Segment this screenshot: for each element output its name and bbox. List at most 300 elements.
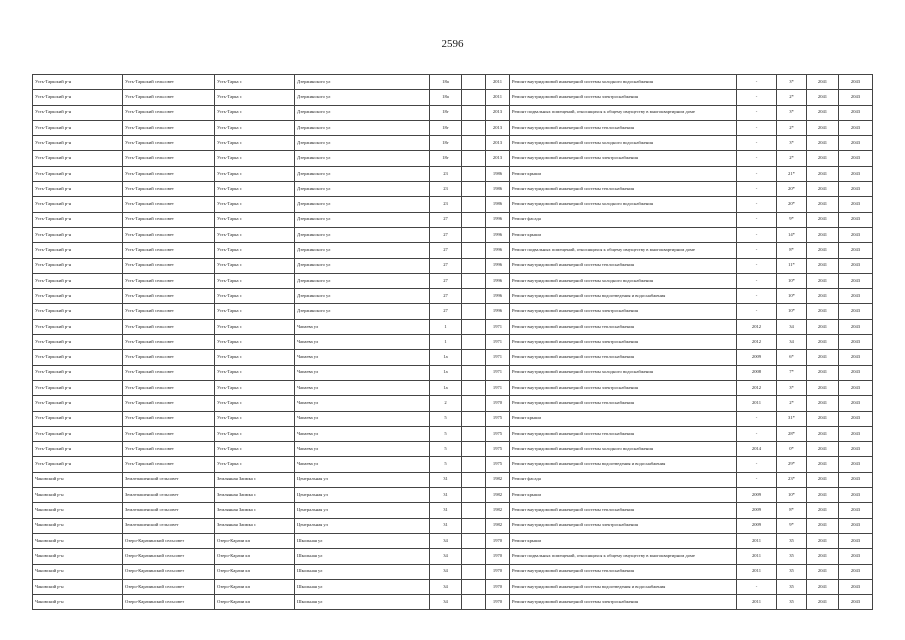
cell-wear: 35 (777, 579, 807, 594)
cell-house: 31 (430, 503, 462, 518)
cell-settlement: Землянная Заимка с (215, 488, 295, 503)
cell-settlement: Усть-Тарка с (215, 319, 295, 334)
cell-house: 18г (430, 105, 462, 120)
cell-last-repair-year: 2012 (737, 380, 777, 395)
cell-settlement: Усть-Тарка с (215, 258, 295, 273)
cell-wear: 14* (777, 227, 807, 242)
cell-settlement: Усть-Тарка с (215, 396, 295, 411)
cell-year-built: 1971 (486, 365, 510, 380)
cell-municipality: Усть-Таркский сельсовет (123, 365, 215, 380)
cell-municipality: Усть-Таркский сельсовет (123, 411, 215, 426)
cell-municipality: Усть-Таркский сельсовет (123, 212, 215, 227)
cell-street: Чапаева ул (295, 426, 430, 441)
cell-year-built: 2013 (486, 136, 510, 151)
cell-building (462, 166, 486, 181)
cell-work-type: Ремонт внутридомовой инженерной системы холодного водоснабжения (510, 273, 737, 288)
cell-last-repair-year: 2011 (737, 396, 777, 411)
cell-building (462, 579, 486, 594)
cell-municipality: Озеро-Карачинский сельсовет (123, 595, 215, 610)
cell-plan-end: 2043 (839, 151, 873, 166)
cell-plan-end: 2043 (839, 457, 873, 472)
cell-plan-start: 2041 (807, 426, 839, 441)
cell-work-type: Ремонт внутридомовой инженерной системы холодного водоснабжения (510, 136, 737, 151)
cell-wear: 34 (777, 319, 807, 334)
cell-building (462, 304, 486, 319)
cell-wear: 2* (777, 120, 807, 135)
cell-district: Усть-Таркский р-н (33, 197, 123, 212)
cell-work-type: Ремонт внутридомовой инженерной системы водоотведения и водоснабжения (510, 457, 737, 472)
cell-plan-start: 2041 (807, 136, 839, 151)
cell-plan-end: 2043 (839, 411, 873, 426)
cell-wear: 21* (777, 166, 807, 181)
cell-building (462, 151, 486, 166)
cell-municipality: Усть-Таркский сельсовет (123, 350, 215, 365)
cell-plan-start: 2041 (807, 273, 839, 288)
cell-district: Усть-Таркский р-н (33, 350, 123, 365)
cell-street: Центральная ул (295, 488, 430, 503)
cell-plan-start: 2041 (807, 258, 839, 273)
cell-plan-start: 2041 (807, 197, 839, 212)
cell-house: 27 (430, 273, 462, 288)
cell-plan-start: 2041 (807, 472, 839, 487)
cell-year-built: 1975 (486, 457, 510, 472)
cell-district: Чановский р-н (33, 579, 123, 594)
table-row (33, 503, 873, 518)
cell-plan-end: 2043 (839, 564, 873, 579)
cell-house: 1а (430, 350, 462, 365)
cell-plan-start: 2041 (807, 564, 839, 579)
cell-street: Чапаева ул (295, 350, 430, 365)
cell-last-repair-year: - (737, 258, 777, 273)
cell-plan-end: 2043 (839, 442, 873, 457)
table-row (33, 335, 873, 350)
cell-house: 18г (430, 136, 462, 151)
cell-last-repair-year: - (737, 151, 777, 166)
cell-plan-end: 2043 (839, 304, 873, 319)
cell-work-type: Ремонт подвальных помещений, относящихся к общему имуществу в многоквартирном доме (510, 243, 737, 258)
cell-plan-end: 2043 (839, 197, 873, 212)
cell-building (462, 564, 486, 579)
cell-plan-end: 2043 (839, 549, 873, 564)
cell-wear: 2* (777, 151, 807, 166)
cell-settlement: Усть-Тарка с (215, 243, 295, 258)
cell-district: Усть-Таркский р-н (33, 396, 123, 411)
cell-wear: 34 (777, 335, 807, 350)
cell-settlement: Землянная Заимка с (215, 503, 295, 518)
cell-plan-start: 2041 (807, 350, 839, 365)
cell-municipality: Усть-Таркский сельсовет (123, 442, 215, 457)
cell-work-type: Ремонт внутридомовой инженерной системы холодного водоснабжения (510, 365, 737, 380)
table-row (33, 273, 873, 288)
cell-building (462, 442, 486, 457)
table-row (33, 182, 873, 197)
table-row (33, 258, 873, 273)
table-row (33, 488, 873, 503)
cell-district: Чановский р-н (33, 595, 123, 610)
cell-building (462, 197, 486, 212)
cell-house: 23 (430, 182, 462, 197)
cell-wear: 3* (777, 75, 807, 90)
cell-street: Дзержинского ул (295, 197, 430, 212)
cell-plan-start: 2041 (807, 319, 839, 334)
cell-year-built: 1996 (486, 258, 510, 273)
table-row (33, 227, 873, 242)
cell-municipality: Усть-Таркский сельсовет (123, 457, 215, 472)
cell-building (462, 595, 486, 610)
cell-wear: 6* (777, 350, 807, 365)
cell-plan-end: 2043 (839, 319, 873, 334)
cell-building (462, 319, 486, 334)
cell-building (462, 472, 486, 487)
cell-plan-start: 2041 (807, 396, 839, 411)
cell-plan-end: 2043 (839, 166, 873, 181)
cell-settlement: Усть-Тарка с (215, 365, 295, 380)
cell-last-repair-year: 2012 (737, 319, 777, 334)
cell-building (462, 549, 486, 564)
cell-house: 1а (430, 365, 462, 380)
cell-settlement: Усть-Тарка с (215, 197, 295, 212)
cell-plan-end: 2043 (839, 75, 873, 90)
cell-municipality: Усть-Таркский сельсовет (123, 243, 215, 258)
cell-house: 1а (430, 380, 462, 395)
cell-wear: 23* (777, 472, 807, 487)
table-row (33, 136, 873, 151)
cell-last-repair-year: - (737, 75, 777, 90)
cell-settlement: Усть-Тарка с (215, 335, 295, 350)
cell-street: Чапаева ул (295, 396, 430, 411)
cell-work-type: Ремонт внутридомовой инженерной системы холодного водоснабжения (510, 75, 737, 90)
cell-work-type: Ремонт внутридомовой инженерной системы водоотведения и водоснабжения (510, 289, 737, 304)
cell-plan-end: 2043 (839, 472, 873, 487)
cell-municipality: Землепашенский сельсовет (123, 503, 215, 518)
cell-year-built: 1975 (486, 426, 510, 441)
cell-year-built: 1982 (486, 503, 510, 518)
cell-municipality: Усть-Таркский сельсовет (123, 380, 215, 395)
cell-plan-end: 2043 (839, 595, 873, 610)
cell-district: Усть-Таркский р-н (33, 304, 123, 319)
cell-last-repair-year: 2009 (737, 350, 777, 365)
cell-building (462, 90, 486, 105)
cell-building (462, 426, 486, 441)
cell-street: Дзержинского ул (295, 289, 430, 304)
cell-street: Школьная ул (295, 533, 430, 548)
cell-year-built: 2011 (486, 75, 510, 90)
cell-settlement: Усть-Тарка с (215, 380, 295, 395)
cell-municipality: Усть-Таркский сельсовет (123, 227, 215, 242)
cell-building (462, 212, 486, 227)
cell-street: Центральная ул (295, 503, 430, 518)
cell-street: Дзержинского ул (295, 258, 430, 273)
cell-year-built: 1970 (486, 533, 510, 548)
cell-settlement: Усть-Тарка с (215, 136, 295, 151)
cell-municipality: Усть-Таркский сельсовет (123, 105, 215, 120)
cell-house: 5 (430, 426, 462, 441)
cell-municipality: Усть-Таркский сельсовет (123, 151, 215, 166)
cell-last-repair-year: - (737, 90, 777, 105)
cell-wear: 8* (777, 243, 807, 258)
cell-wear: 0* (777, 442, 807, 457)
cell-plan-end: 2043 (839, 396, 873, 411)
table-row (33, 166, 873, 181)
cell-district: Чановский р-н (33, 472, 123, 487)
cell-street: Школьная ул (295, 595, 430, 610)
cell-plan-start: 2041 (807, 289, 839, 304)
cell-street: Школьная ул (295, 549, 430, 564)
table-row (33, 365, 873, 380)
cell-plan-end: 2043 (839, 273, 873, 288)
cell-plan-start: 2041 (807, 166, 839, 181)
cell-municipality: Усть-Таркский сельсовет (123, 319, 215, 334)
cell-street: Дзержинского ул (295, 227, 430, 242)
cell-building (462, 258, 486, 273)
cell-wear: 10* (777, 289, 807, 304)
cell-plan-end: 2043 (839, 90, 873, 105)
cell-building (462, 457, 486, 472)
cell-house: 27 (430, 212, 462, 227)
cell-district: Усть-Таркский р-н (33, 426, 123, 441)
cell-plan-end: 2043 (839, 488, 873, 503)
cell-last-repair-year: - (737, 411, 777, 426)
cell-settlement: Усть-Тарка с (215, 166, 295, 181)
cell-work-type: Ремонт внутридомовой инженерной системы теплоснабжения (510, 396, 737, 411)
cell-municipality: Усть-Таркский сельсовет (123, 120, 215, 135)
cell-work-type: Ремонт внутридомовой инженерной системы теплоснабжения (510, 258, 737, 273)
cell-plan-start: 2041 (807, 533, 839, 548)
cell-house: 27 (430, 289, 462, 304)
cell-year-built: 1970 (486, 564, 510, 579)
cell-last-repair-year: 2012 (737, 335, 777, 350)
cell-last-repair-year: - (737, 457, 777, 472)
cell-district: Усть-Таркский р-н (33, 90, 123, 105)
table-body (33, 75, 873, 610)
cell-work-type: Ремонт внутридомовой инженерной системы теплоснабжения (510, 350, 737, 365)
cell-work-type: Ремонт крыши (510, 411, 737, 426)
cell-district: Усть-Таркский р-н (33, 258, 123, 273)
cell-work-type: Ремонт внутридомовой инженерной системы водоотведения и водоснабжения (510, 579, 737, 594)
cell-street: Дзержинского ул (295, 105, 430, 120)
cell-municipality: Землепашенский сельсовет (123, 472, 215, 487)
cell-street: Дзержинского ул (295, 166, 430, 181)
cell-wear: 35 (777, 549, 807, 564)
cell-municipality: Усть-Таркский сельсовет (123, 335, 215, 350)
cell-settlement: Усть-Тарка с (215, 457, 295, 472)
cell-plan-end: 2043 (839, 579, 873, 594)
table-row (33, 105, 873, 120)
cell-district: Усть-Таркский р-н (33, 380, 123, 395)
cell-work-type: Ремонт крыши (510, 533, 737, 548)
cell-house: 27 (430, 258, 462, 273)
cell-municipality: Усть-Таркский сельсовет (123, 182, 215, 197)
cell-street: Дзержинского ул (295, 75, 430, 90)
cell-wear: 10* (777, 273, 807, 288)
cell-building (462, 105, 486, 120)
cell-last-repair-year: - (737, 273, 777, 288)
cell-street: Дзержинского ул (295, 136, 430, 151)
cell-house: 5 (430, 457, 462, 472)
cell-work-type: Ремонт внутридомовой инженерной системы теплоснабжения (510, 503, 737, 518)
cell-district: Чановский р-н (33, 549, 123, 564)
cell-last-repair-year: - (737, 197, 777, 212)
cell-year-built: 1971 (486, 350, 510, 365)
cell-municipality: Озеро-Карачинский сельсовет (123, 564, 215, 579)
cell-street: Дзержинского ул (295, 90, 430, 105)
table-row (33, 90, 873, 105)
table-row (33, 426, 873, 441)
cell-house: 31 (430, 472, 462, 487)
cell-plan-start: 2041 (807, 579, 839, 594)
cell-last-repair-year: - (737, 243, 777, 258)
cell-plan-start: 2041 (807, 212, 839, 227)
cell-house: 34 (430, 533, 462, 548)
table-row (33, 212, 873, 227)
cell-house: 18г (430, 151, 462, 166)
table-row (33, 289, 873, 304)
cell-plan-start: 2041 (807, 365, 839, 380)
table-row (33, 442, 873, 457)
cell-wear: 2* (777, 396, 807, 411)
cell-work-type: Ремонт подвальных помещений, относящихся к общему имуществу в многоквартирном доме (510, 105, 737, 120)
cell-settlement: Усть-Тарка с (215, 151, 295, 166)
cell-street: Центральная ул (295, 518, 430, 533)
cell-plan-end: 2043 (839, 365, 873, 380)
cell-street: Чапаева ул (295, 335, 430, 350)
cell-year-built: 1971 (486, 380, 510, 395)
cell-plan-end: 2043 (839, 258, 873, 273)
cell-house: 34 (430, 564, 462, 579)
cell-settlement: Озеро-Карачи кп (215, 564, 295, 579)
cell-municipality: Усть-Таркский сельсовет (123, 75, 215, 90)
cell-plan-end: 2043 (839, 120, 873, 135)
cell-house: 27 (430, 304, 462, 319)
cell-last-repair-year: 2014 (737, 442, 777, 457)
table-row (33, 319, 873, 334)
cell-work-type: Ремонт внутридомовой инженерной системы теплоснабжения (510, 120, 737, 135)
cell-wear: 35 (777, 533, 807, 548)
cell-house: 5 (430, 411, 462, 426)
cell-district: Усть-Таркский р-н (33, 365, 123, 380)
cell-district: Усть-Таркский р-н (33, 442, 123, 457)
cell-house: 5 (430, 442, 462, 457)
cell-plan-end: 2043 (839, 518, 873, 533)
cell-settlement: Землянная Заимка с (215, 472, 295, 487)
cell-plan-start: 2041 (807, 488, 839, 503)
table-row (33, 120, 873, 135)
cell-municipality: Озеро-Карачинский сельсовет (123, 549, 215, 564)
cell-plan-end: 2043 (839, 227, 873, 242)
cell-wear: 31* (777, 411, 807, 426)
cell-wear: 8* (777, 503, 807, 518)
capital-repair-table (32, 74, 873, 610)
cell-district: Усть-Таркский р-н (33, 151, 123, 166)
cell-last-repair-year: 2011 (737, 533, 777, 548)
cell-settlement: Озеро-Карачи кп (215, 579, 295, 594)
cell-wear: 3* (777, 105, 807, 120)
cell-wear: 10* (777, 488, 807, 503)
cell-plan-end: 2043 (839, 503, 873, 518)
cell-house: 31 (430, 488, 462, 503)
table-row (33, 350, 873, 365)
cell-work-type: Ремонт внутридомовой инженерной системы теплоснабжения (510, 182, 737, 197)
cell-building (462, 227, 486, 242)
cell-plan-start: 2041 (807, 151, 839, 166)
cell-street: Чапаева ул (295, 411, 430, 426)
cell-work-type: Ремонт фасада (510, 472, 737, 487)
cell-wear: 20* (777, 197, 807, 212)
table-row (33, 518, 873, 533)
cell-municipality: Озеро-Карачинский сельсовет (123, 533, 215, 548)
cell-street: Дзержинского ул (295, 212, 430, 227)
cell-building (462, 335, 486, 350)
cell-building (462, 136, 486, 151)
cell-plan-start: 2041 (807, 411, 839, 426)
cell-municipality: Усть-Таркский сельсовет (123, 304, 215, 319)
cell-settlement: Усть-Тарка с (215, 227, 295, 242)
cell-year-built: 1971 (486, 319, 510, 334)
cell-house: 34 (430, 579, 462, 594)
cell-municipality: Усть-Таркский сельсовет (123, 90, 215, 105)
cell-settlement: Усть-Тарка с (215, 304, 295, 319)
cell-building (462, 120, 486, 135)
cell-building (462, 396, 486, 411)
cell-wear: 3* (777, 136, 807, 151)
cell-building (462, 182, 486, 197)
cell-district: Усть-Таркский р-н (33, 457, 123, 472)
cell-plan-start: 2041 (807, 120, 839, 135)
table-row (33, 75, 873, 90)
cell-work-type: Ремонт внутридомовой инженерной системы электроснабжения (510, 380, 737, 395)
cell-municipality: Усть-Таркский сельсовет (123, 258, 215, 273)
cell-settlement: Усть-Тарка с (215, 426, 295, 441)
cell-plan-start: 2041 (807, 595, 839, 610)
cell-year-built: 1996 (486, 304, 510, 319)
cell-municipality: Усть-Таркский сельсовет (123, 136, 215, 151)
cell-street: Дзержинского ул (295, 151, 430, 166)
cell-district: Усть-Таркский р-н (33, 335, 123, 350)
cell-building (462, 289, 486, 304)
cell-year-built: 1982 (486, 472, 510, 487)
cell-settlement: Землянная Заимка с (215, 518, 295, 533)
cell-plan-start: 2041 (807, 105, 839, 120)
cell-work-type: Ремонт внутридомовой инженерной системы теплоснабжения (510, 319, 737, 334)
cell-house: 1 (430, 335, 462, 350)
page-number: 2596 (441, 38, 464, 50)
cell-district: Усть-Таркский р-н (33, 182, 123, 197)
table-row (33, 533, 873, 548)
cell-last-repair-year: - (737, 105, 777, 120)
cell-street: Чапаева ул (295, 457, 430, 472)
cell-settlement: Усть-Тарка с (215, 182, 295, 197)
cell-settlement: Озеро-Карачи кп (215, 533, 295, 548)
cell-work-type: Ремонт крыши (510, 488, 737, 503)
cell-plan-start: 2041 (807, 243, 839, 258)
cell-district: Усть-Таркский р-н (33, 105, 123, 120)
cell-work-type: Ремонт внутридомовой инженерной системы электроснабжения (510, 518, 737, 533)
cell-house: 18г (430, 120, 462, 135)
cell-last-repair-year: - (737, 289, 777, 304)
cell-building (462, 518, 486, 533)
cell-district: Усть-Таркский р-н (33, 166, 123, 181)
cell-municipality: Усть-Таркский сельсовет (123, 166, 215, 181)
cell-last-repair-year: 2009 (737, 518, 777, 533)
cell-house: 34 (430, 595, 462, 610)
cell-municipality: Усть-Таркский сельсовет (123, 289, 215, 304)
cell-municipality: Озеро-Карачинский сельсовет (123, 579, 215, 594)
cell-plan-end: 2043 (839, 350, 873, 365)
cell-house: 1 (430, 319, 462, 334)
table-row (33, 411, 873, 426)
cell-plan-start: 2041 (807, 518, 839, 533)
cell-street: Дзержинского ул (295, 243, 430, 258)
